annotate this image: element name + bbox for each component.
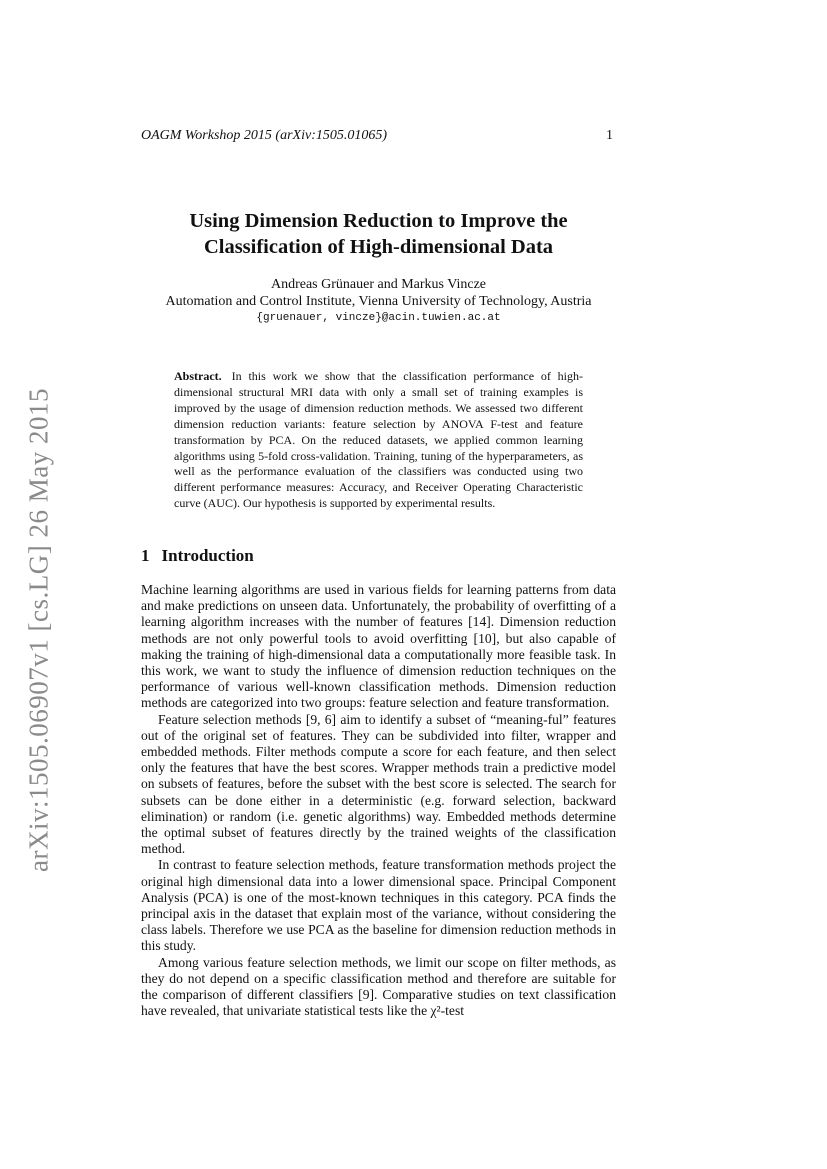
page-number: 1 [606, 128, 613, 143]
running-head: OAGM Workshop 2015 (arXiv:1505.01065) [141, 128, 388, 143]
section-number: 1 [141, 546, 150, 565]
author-names: Andreas Grünauer and Markus Vincze [270, 277, 487, 292]
author-email: {gruenauer, vincze}@acin.tuwien.ac.at [256, 312, 501, 324]
paragraph: In contrast to feature selection methods, feature transformation methods project the original high dimensional data into a lower dimensional space. Principal Component Analysis (PCA) is one of the most-known techniques in this category. PCA finds the principal axis in the dataset that explain most of the variance, without considering the class labels. Therefore we use PCA as the baseline for dimension reduction methods in this study. [141, 857, 616, 954]
author-block [141, 276, 616, 327]
paragraph: Feature selection methods [9, 6] aim to identify a subset of “meaning-ful” features out of the original set of features. They can be subdivided into filter, wrapper and embedded methods. Filter methods compute a score for each feature, and then select only the features that have the best scores. Wrapper methods train a predictive model on subsets of features, before the subset with the best score is selected. The search for subsets can be done either in a deterministic (e.g. forward selection, backward elimination) or random (i.e. genetic algorithms) way. Embedded methods determine the optimal subset of features directly by the trained weights of the classification method. [141, 711, 616, 857]
paper-title [141, 208, 616, 260]
title-line-2: Classification of High-dimensional Data [203, 236, 554, 258]
introduction-body [141, 582, 616, 1019]
abstract-text: In this work we show that the classification performance of high-dimensional structural MRI data with only a small set of training examples is improved by the usage of dimension reduction methods. We assessed two different dimension reduction variants: feature selection by ANOVA F-test and feature transformation by PCA. On the reduced datasets, we applied common learning algorithms using 5-fold cross-validation. Training, tuning of the hyperparameters, as well as the performance evaluation of the classifiers was conducted using two different performance measures: Accuracy, and Receiver Operating Characteristic curve (AUC). Our hypothesis is supported by experimental results. [174, 369, 583, 511]
section-title: Introduction [161, 546, 254, 565]
arxiv-identifier-stamp: arXiv:1505.06907v1 [cs.LG] 26 May 2015 [23, 388, 54, 872]
abstract-label: Abstract. [174, 369, 222, 383]
author-affiliation: Automation and Control Institute, Vienna University of Technology, Austria [165, 294, 592, 309]
paragraph: Among various feature selection methods, we limit our scope on filter methods, as they do not depend on a specific classification method and therefore are suitable for the comparison of different classifiers [9]. Comparative studies on text classification have revealed, that univariate statistical tests like the χ²-test [141, 954, 616, 1019]
title-line-1: Using Dimension Reduction to Improve the [189, 210, 568, 232]
abstract [174, 369, 583, 512]
section-heading-introduction [141, 546, 254, 566]
paragraph: Machine learning algorithms are used in various fields for learning patterns from data and make predictions on unseen data. Unfortunately, the probability of overfitting of a learning algorithm increases with the number of features [14]. Dimension reduction methods are not only powerful tools to avoid overfitting [10], but also capable of making the training of high-dimensional data a computationally more feasible task. In this work, we want to study the influence of dimension reduction techniques on the performance of various well-known classification methods. Dimension reduction methods are categorized into two groups: feature selection and feature transformation. [141, 582, 616, 711]
